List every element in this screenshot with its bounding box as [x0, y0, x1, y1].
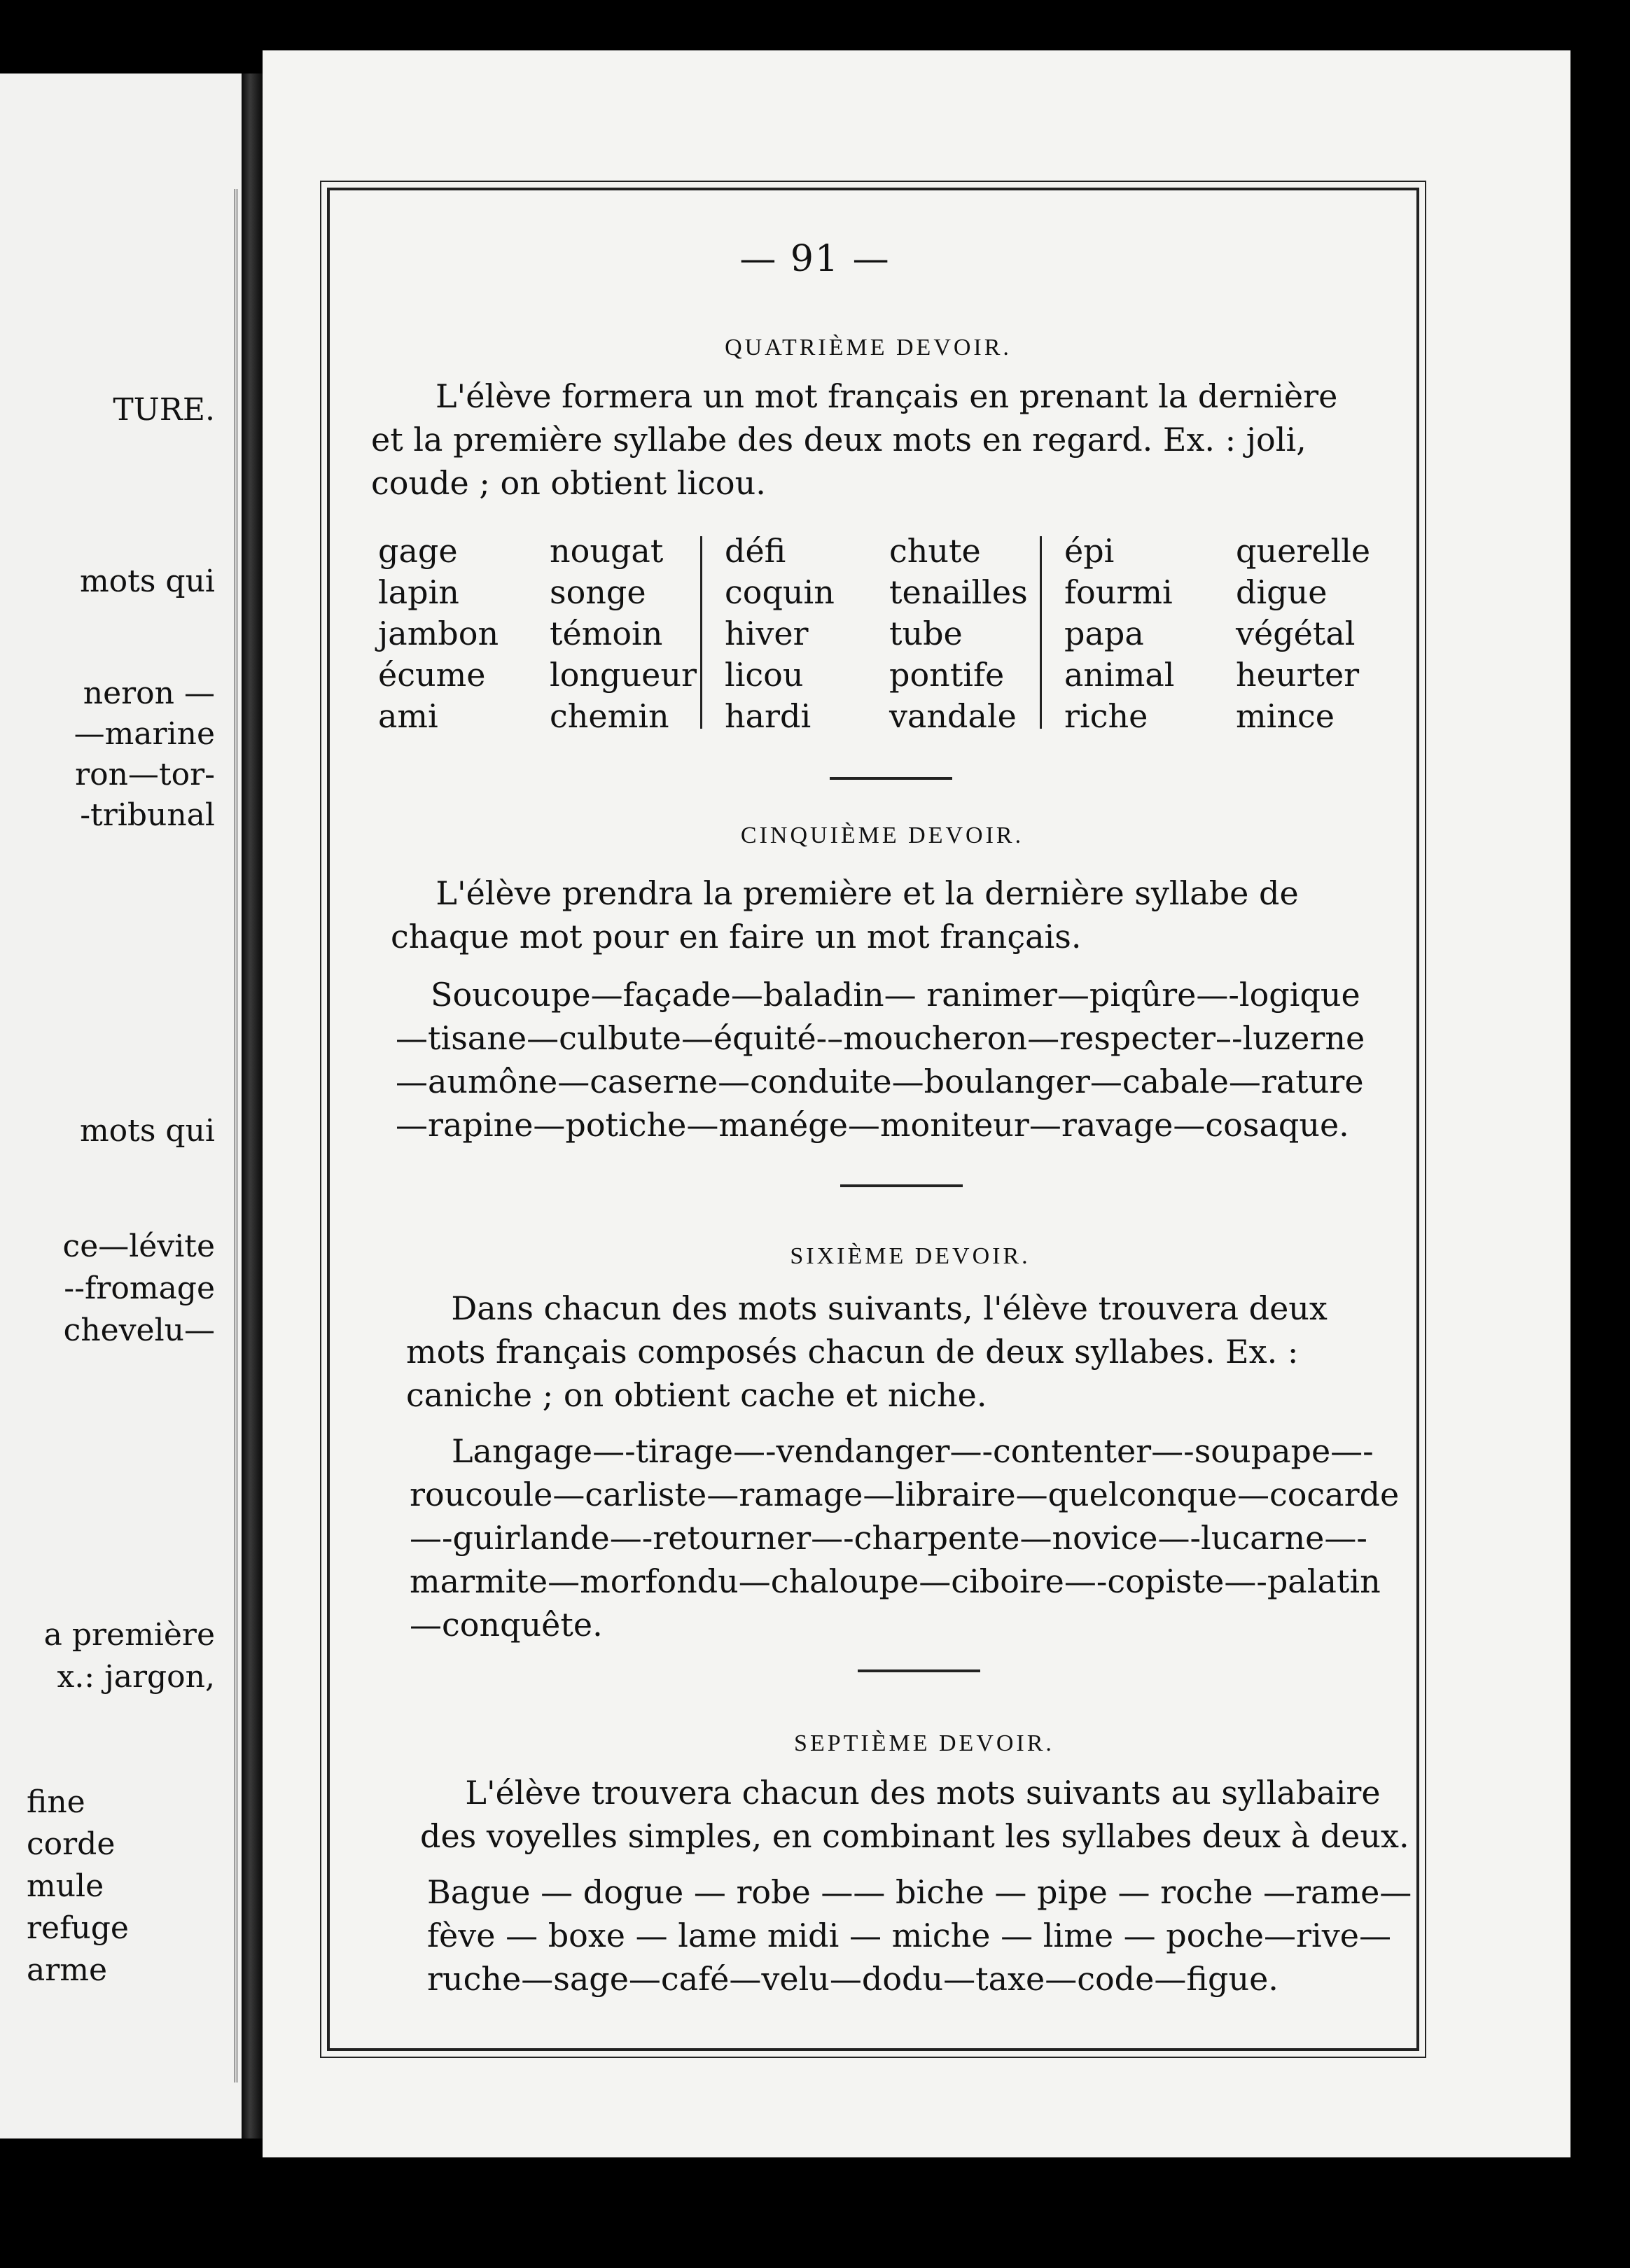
table-cell: chemin [550, 697, 669, 735]
section-instructions [391, 872, 1392, 958]
word-line: —aumône—caserne—conduite—boulanger—cabale—rature [396, 1063, 1364, 1100]
word-line: —tisane—culbute—équité-–moucheron—respecter–-luzerne [396, 1019, 1365, 1057]
list-item: fine [27, 1784, 85, 1820]
table-cell: riche [1064, 697, 1148, 735]
list-item: refuge [27, 1910, 129, 1946]
table-cell: animal [1064, 656, 1175, 694]
table-cell: papa [1064, 615, 1144, 652]
word-line: fève — boxe — lame midi — miche — lime — poche—rive— [427, 1917, 1391, 1954]
instruction-line: et la première syllabe des deux mots en regard. Ex. : joli, [371, 421, 1307, 458]
table-cell: épi [1064, 532, 1115, 570]
section-title: QUATRIÈME DEVOIR. [725, 335, 1012, 360]
word-line: —rapine—potiche—manége—moniteur—ravage—cosaque. [396, 1106, 1349, 1144]
word-column [378, 531, 499, 737]
column-divider [700, 536, 702, 729]
word-line: —-guirlande—-retourner—-charpente—novice—-lucarne—- [410, 1519, 1367, 1557]
table-cell: vandale [889, 697, 1017, 735]
table-cell: heurter [1236, 656, 1360, 694]
left-page-border [235, 189, 237, 2082]
section-title: CINQUIÈME DEVOIR. [740, 822, 1024, 848]
word-list [427, 1870, 1421, 2001]
word-column [889, 531, 1028, 737]
section-instructions [406, 1287, 1407, 1417]
table-cell: pontife [889, 656, 1005, 694]
column-divider [1040, 536, 1042, 729]
left-fragment: x.: jargon, [57, 1659, 215, 1695]
instruction-line: des voyelles simples, en combinant les syllabes deux à deux. [420, 1817, 1409, 1855]
left-fragment: a première [43, 1617, 215, 1653]
table-cell: longueur [550, 656, 697, 694]
left-fragment: ron—tor- [75, 757, 215, 792]
left-page [0, 74, 242, 2138]
word-list [410, 1429, 1411, 1646]
table-cell: licou [725, 656, 804, 694]
word-pairs-table [378, 531, 1379, 737]
word-list [396, 973, 1397, 1147]
word-column [1064, 531, 1175, 737]
table-cell: hiver [725, 615, 809, 652]
section-instructions [420, 1771, 1421, 1858]
left-fragment: ce—lévite [62, 1228, 215, 1264]
word-line: Soucoupe—façade—baladin— ranimer—piqûre—-logique [431, 976, 1360, 1014]
table-cell: hardi [725, 697, 811, 735]
section-title: SEPTIÈME DEVOIR. [794, 1730, 1054, 1756]
word-column [550, 531, 697, 737]
table-cell: digue [1236, 573, 1328, 611]
instruction-line: mots français composés chacun de deux syllabes. Ex. : [406, 1333, 1299, 1371]
instruction-line: L'élève prendra la première et la dernière syllabe de [436, 874, 1299, 912]
word-line: marmite—morfondu—chaloupe—ciboire—-copiste—-palatin [410, 1562, 1381, 1600]
word-column [1236, 531, 1370, 737]
table-cell: gage [378, 532, 458, 570]
left-fragment: —marine [74, 716, 215, 752]
list-item: arme [27, 1952, 108, 1988]
table-cell: mince [1236, 697, 1335, 735]
table-cell: querelle [1236, 532, 1371, 570]
left-fragment: --fromage [64, 1270, 215, 1306]
word-line: —conquête. [410, 1606, 603, 1644]
list-item: corde [27, 1826, 116, 1862]
table-cell: lapin [378, 573, 459, 611]
instruction-line: L'élève trouvera chacun des mots suivants au syllabaire [465, 1774, 1381, 1812]
left-fragment: -tribunal [80, 797, 215, 833]
table-cell: défi [725, 532, 786, 570]
table-cell: jambon [378, 615, 499, 652]
left-fragment: chevelu— [63, 1312, 215, 1348]
instruction-line: caniche ; on obtient cache et niche. [406, 1376, 987, 1414]
section-divider [840, 1184, 963, 1187]
list-item: mule [27, 1868, 104, 1904]
instruction-line: L'élève formera un mot français en prenant la dernière [436, 377, 1338, 415]
table-cell: tenailles [889, 573, 1028, 611]
word-line: ruche—sage—café—velu—dodu—taxe—code—figue. [427, 1960, 1279, 1998]
instruction-line: coude ; on obtient licou. [371, 464, 766, 502]
word-column [725, 531, 835, 737]
table-cell: fourmi [1064, 573, 1173, 611]
section-divider [858, 1670, 980, 1672]
word-line: roucoule—carliste—ramage—libraire—quelconque—cocarde [410, 1476, 1400, 1513]
table-cell: écume [378, 656, 486, 694]
word-line: Bague — dogue — robe —— biche — pipe — roche —rame— [427, 1873, 1412, 1911]
table-cell: végétal [1236, 615, 1356, 652]
book-spine [242, 74, 263, 2138]
word-line: Langage—-tirage—-vendanger—-contenter—-soupape—- [452, 1432, 1374, 1470]
table-cell: nougat [550, 532, 664, 570]
table-cell: ami [378, 697, 438, 735]
left-fragment: mots qui [79, 564, 215, 599]
table-cell: chute [889, 532, 981, 570]
section-title: SIXIÈME DEVOIR. [790, 1243, 1031, 1269]
table-cell: coquin [725, 573, 835, 611]
page-number: — 91 — [739, 238, 891, 280]
instruction-line: chaque mot pour en faire un mot français. [391, 918, 1082, 955]
table-cell: tube [889, 615, 963, 652]
table-cell: témoin [550, 615, 663, 652]
left-fragment: TURE. [113, 392, 215, 428]
table-cell: songe [550, 573, 646, 611]
left-fragment: neron — [83, 676, 215, 711]
left-fragment: mots qui [79, 1113, 215, 1149]
section-divider [830, 777, 952, 780]
left-word-list [27, 1782, 129, 1991]
section-instructions [371, 374, 1372, 505]
instruction-line: Dans chacun des mots suivants, l'élève trouvera deux [451, 1289, 1328, 1327]
